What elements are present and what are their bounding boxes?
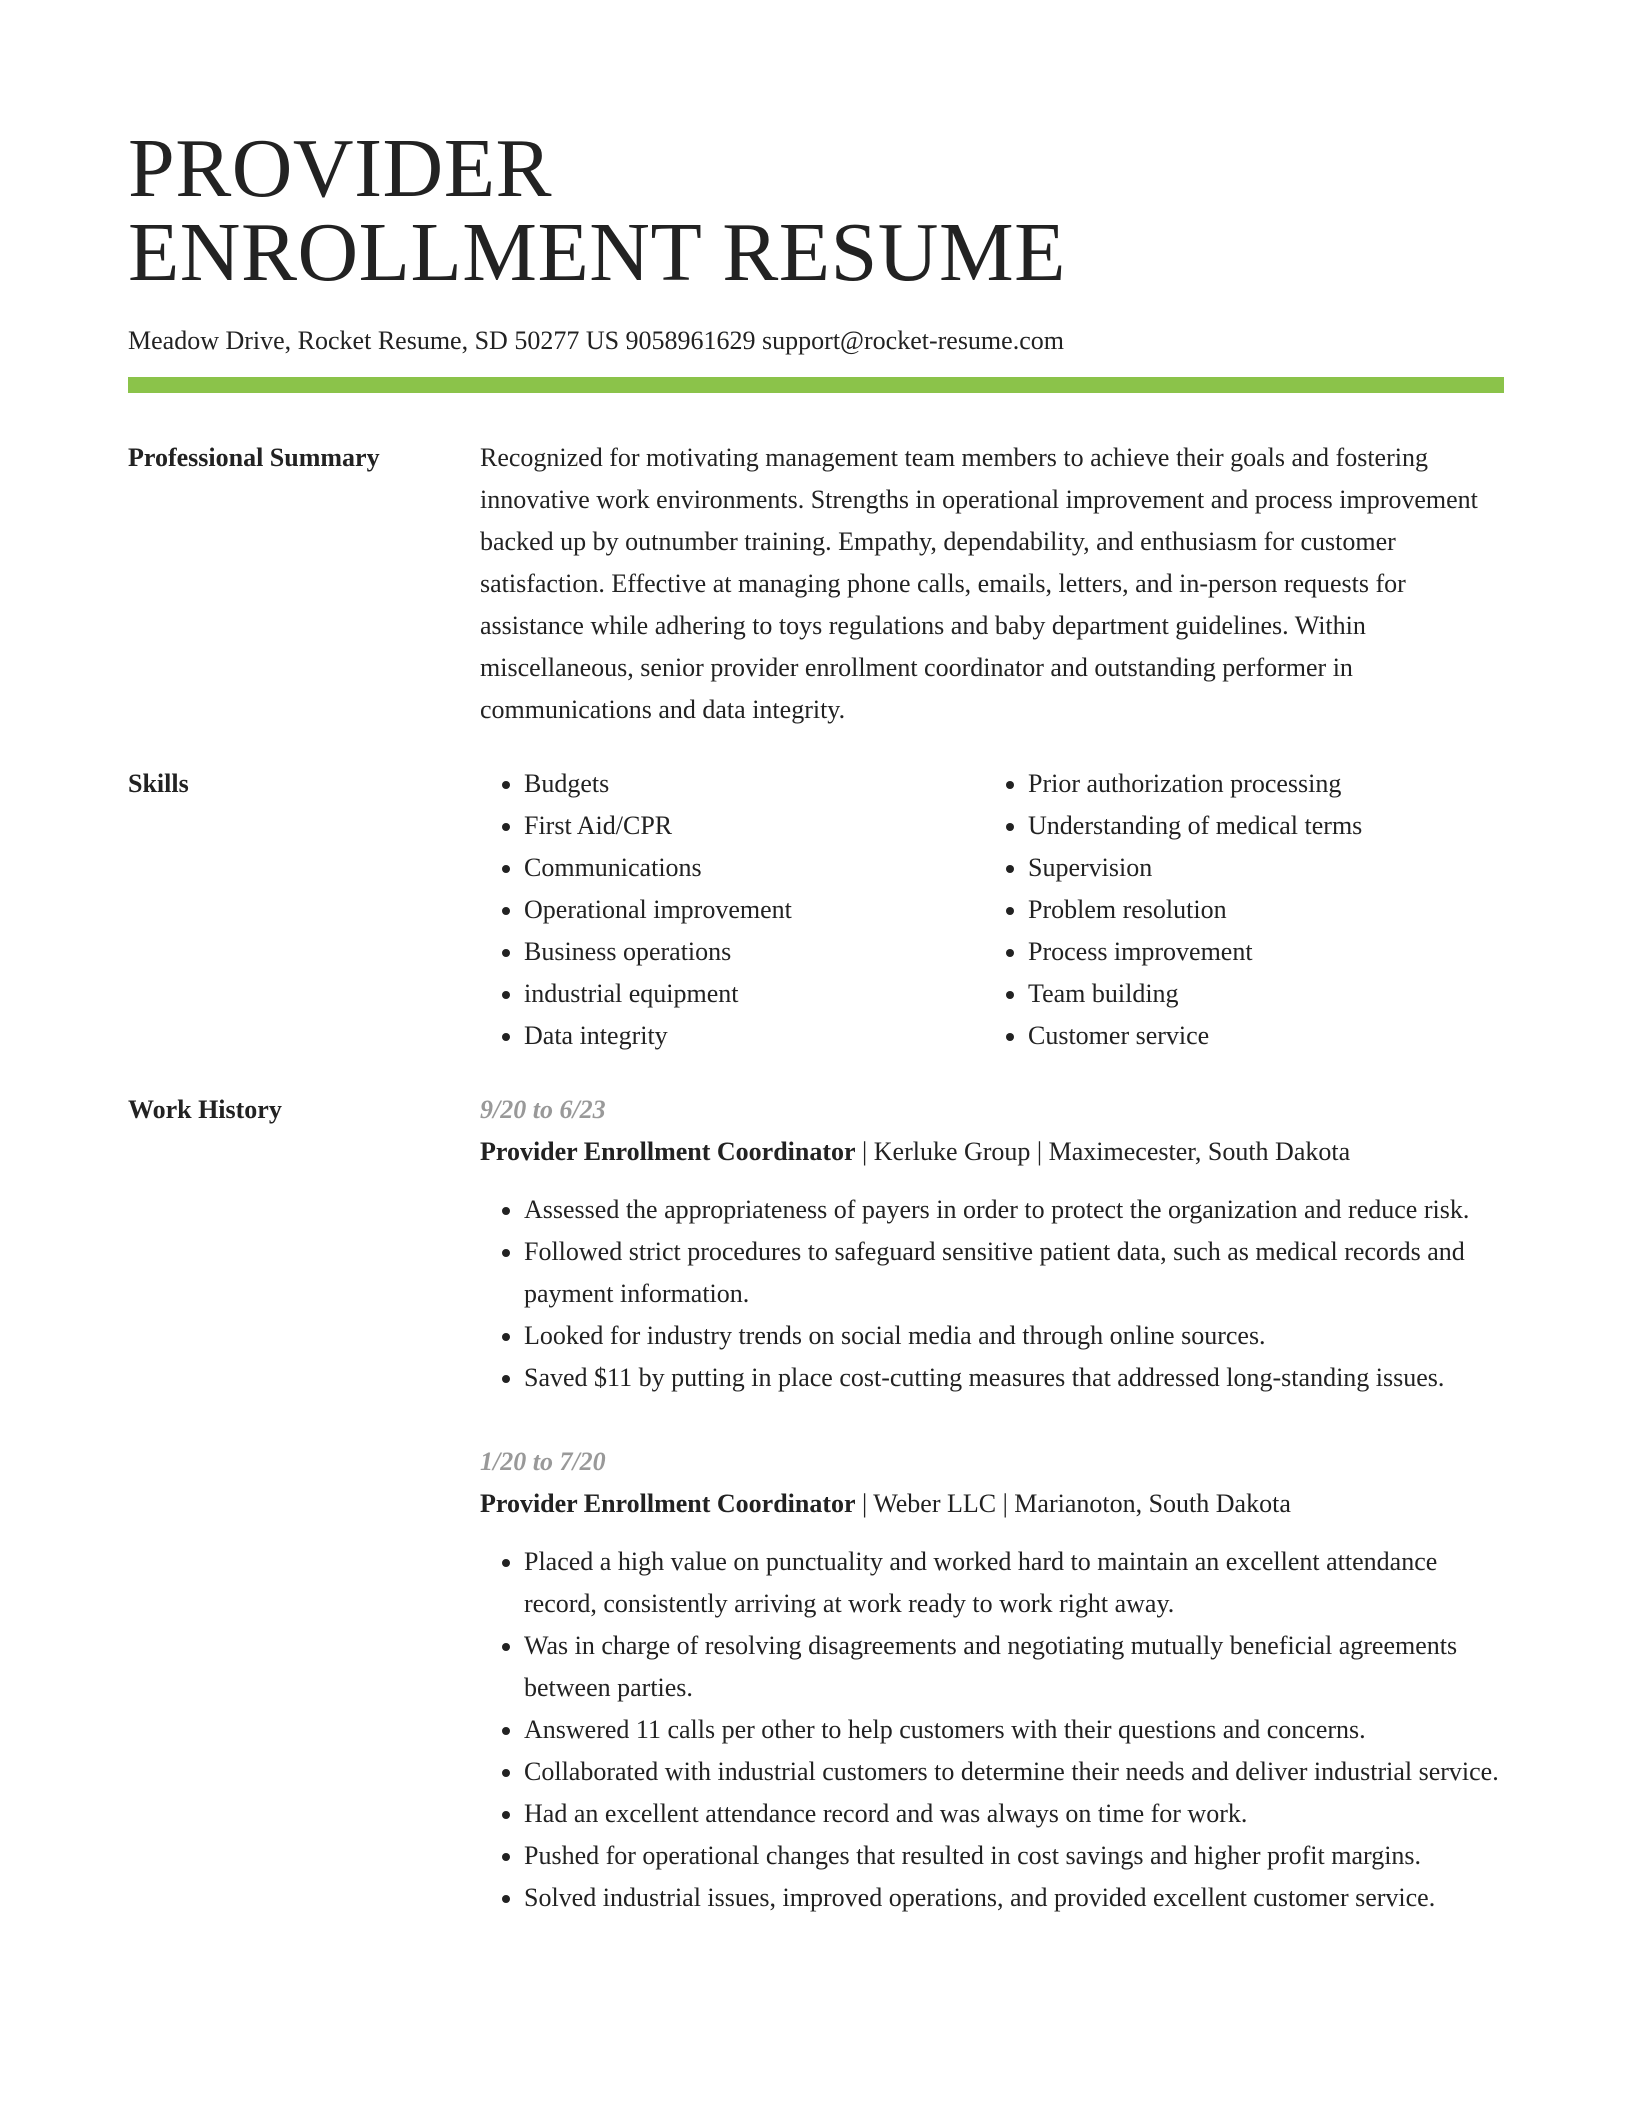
job-company-location: | Kerluke Group | Maximecester, South Dakota [855, 1137, 1351, 1166]
skill-item: • Customer service [1028, 1015, 1488, 1057]
job-title: Provider Enrollment Coordinator [480, 1137, 856, 1166]
resume-page [128, 0, 1504, 1919]
job-bullet: • Was in charge of resolving disagreements and negotiating mutually beneficial agreements between parties. [524, 1625, 1504, 1709]
skill-item: • Budgets [524, 763, 984, 805]
skills-grid [480, 763, 1504, 1057]
skill-item: • Data integrity [524, 1015, 984, 1057]
skills-section [128, 763, 1504, 1057]
skill-item: • First Aid/CPR [524, 805, 984, 847]
job-bullets [480, 1189, 1504, 1399]
work-history-body [480, 1089, 1504, 1919]
skill-item: • Communications [524, 847, 984, 889]
job-title: Provider Enrollment Coordinator [480, 1489, 856, 1518]
job-company-location: | Weber LLC | Marianoton, South Dakota [855, 1489, 1291, 1518]
accent-divider [128, 377, 1504, 393]
job-heading [480, 1131, 1504, 1173]
skills-list-right [984, 763, 1488, 1057]
section-label-summary: Professional Summary [128, 443, 380, 472]
job-heading [480, 1483, 1504, 1525]
professional-summary-section [128, 437, 1504, 731]
job-bullet: • Answered 11 calls per other to help customers with their questions and concerns. [524, 1709, 1504, 1751]
section-label-work: Work History [128, 1095, 282, 1124]
job-bullet: • Saved $11 by putting in place cost-cutting measures that addressed long-standing issues. [524, 1357, 1504, 1399]
job-bullet: • Pushed for operational changes that resulted in cost savings and higher profit margins. [524, 1835, 1504, 1877]
job-bullet: • Had an excellent attendance record and was always on time for work. [524, 1793, 1504, 1835]
job-entry [480, 1441, 1504, 1919]
skill-item: • industrial equipment [524, 973, 984, 1015]
skill-item: • Business operations [524, 931, 984, 973]
section-label-skills: Skills [128, 769, 189, 798]
title-line-2: ENROLLMENT RESUME [128, 206, 1066, 299]
resume-title [128, 0, 1504, 299]
job-dates: 1/20 to 7/20 [480, 1447, 606, 1476]
skill-item: • Operational improvement [524, 889, 984, 931]
skill-item: • Problem resolution [1028, 889, 1488, 931]
job-bullet: • Assessed the appropriateness of payers in order to protect the organization and reduce risk. [524, 1189, 1504, 1231]
summary-text: Recognized for motivating management team members to achieve their goals and fostering innovative work environments. Strengths in operational improvement and process improvement backed up by outnumber training. Empathy, dependability, and enthusiasm for customer satisfaction. Effective at managing phone calls, emails, letters, and in-person requests for assistance while adhering to toys regulations and baby department guidelines. Within miscellaneous, senior provider enrollment coordinator and outstanding performer in communications and data integrity. [480, 443, 1478, 724]
job-bullets [480, 1541, 1504, 1919]
work-history-section [128, 1089, 1504, 1919]
summary-body [480, 437, 1504, 731]
skill-item: • Process improvement [1028, 931, 1488, 973]
skill-item: • Prior authorization processing [1028, 763, 1488, 805]
job-bullet: • Placed a high value on punctuality and worked hard to maintain an excellent attendance record, consistently arriving at work ready to work right away. [524, 1541, 1504, 1625]
skill-item: • Understanding of medical terms [1028, 805, 1488, 847]
job-dates: 9/20 to 6/23 [480, 1095, 606, 1124]
job-bullet: • Followed strict procedures to safeguard sensitive patient data, such as medical records and payment information. [524, 1231, 1504, 1315]
title-line-1: PROVIDER [128, 122, 553, 215]
skills-list-left [480, 763, 984, 1057]
job-bullet: • Solved industrial issues, improved operations, and provided excellent customer service. [524, 1877, 1504, 1919]
contact-info: Meadow Drive, Rocket Resume, SD 50277 US 9058961629 support@rocket-resume.com [128, 326, 1064, 355]
skill-item: • Supervision [1028, 847, 1488, 889]
skill-item: • Team building [1028, 973, 1488, 1015]
job-entry [480, 1089, 1504, 1399]
job-bullet: • Looked for industry trends on social media and through online sources. [524, 1315, 1504, 1357]
job-bullet: • Collaborated with industrial customers to determine their needs and deliver industrial service. [524, 1751, 1504, 1793]
